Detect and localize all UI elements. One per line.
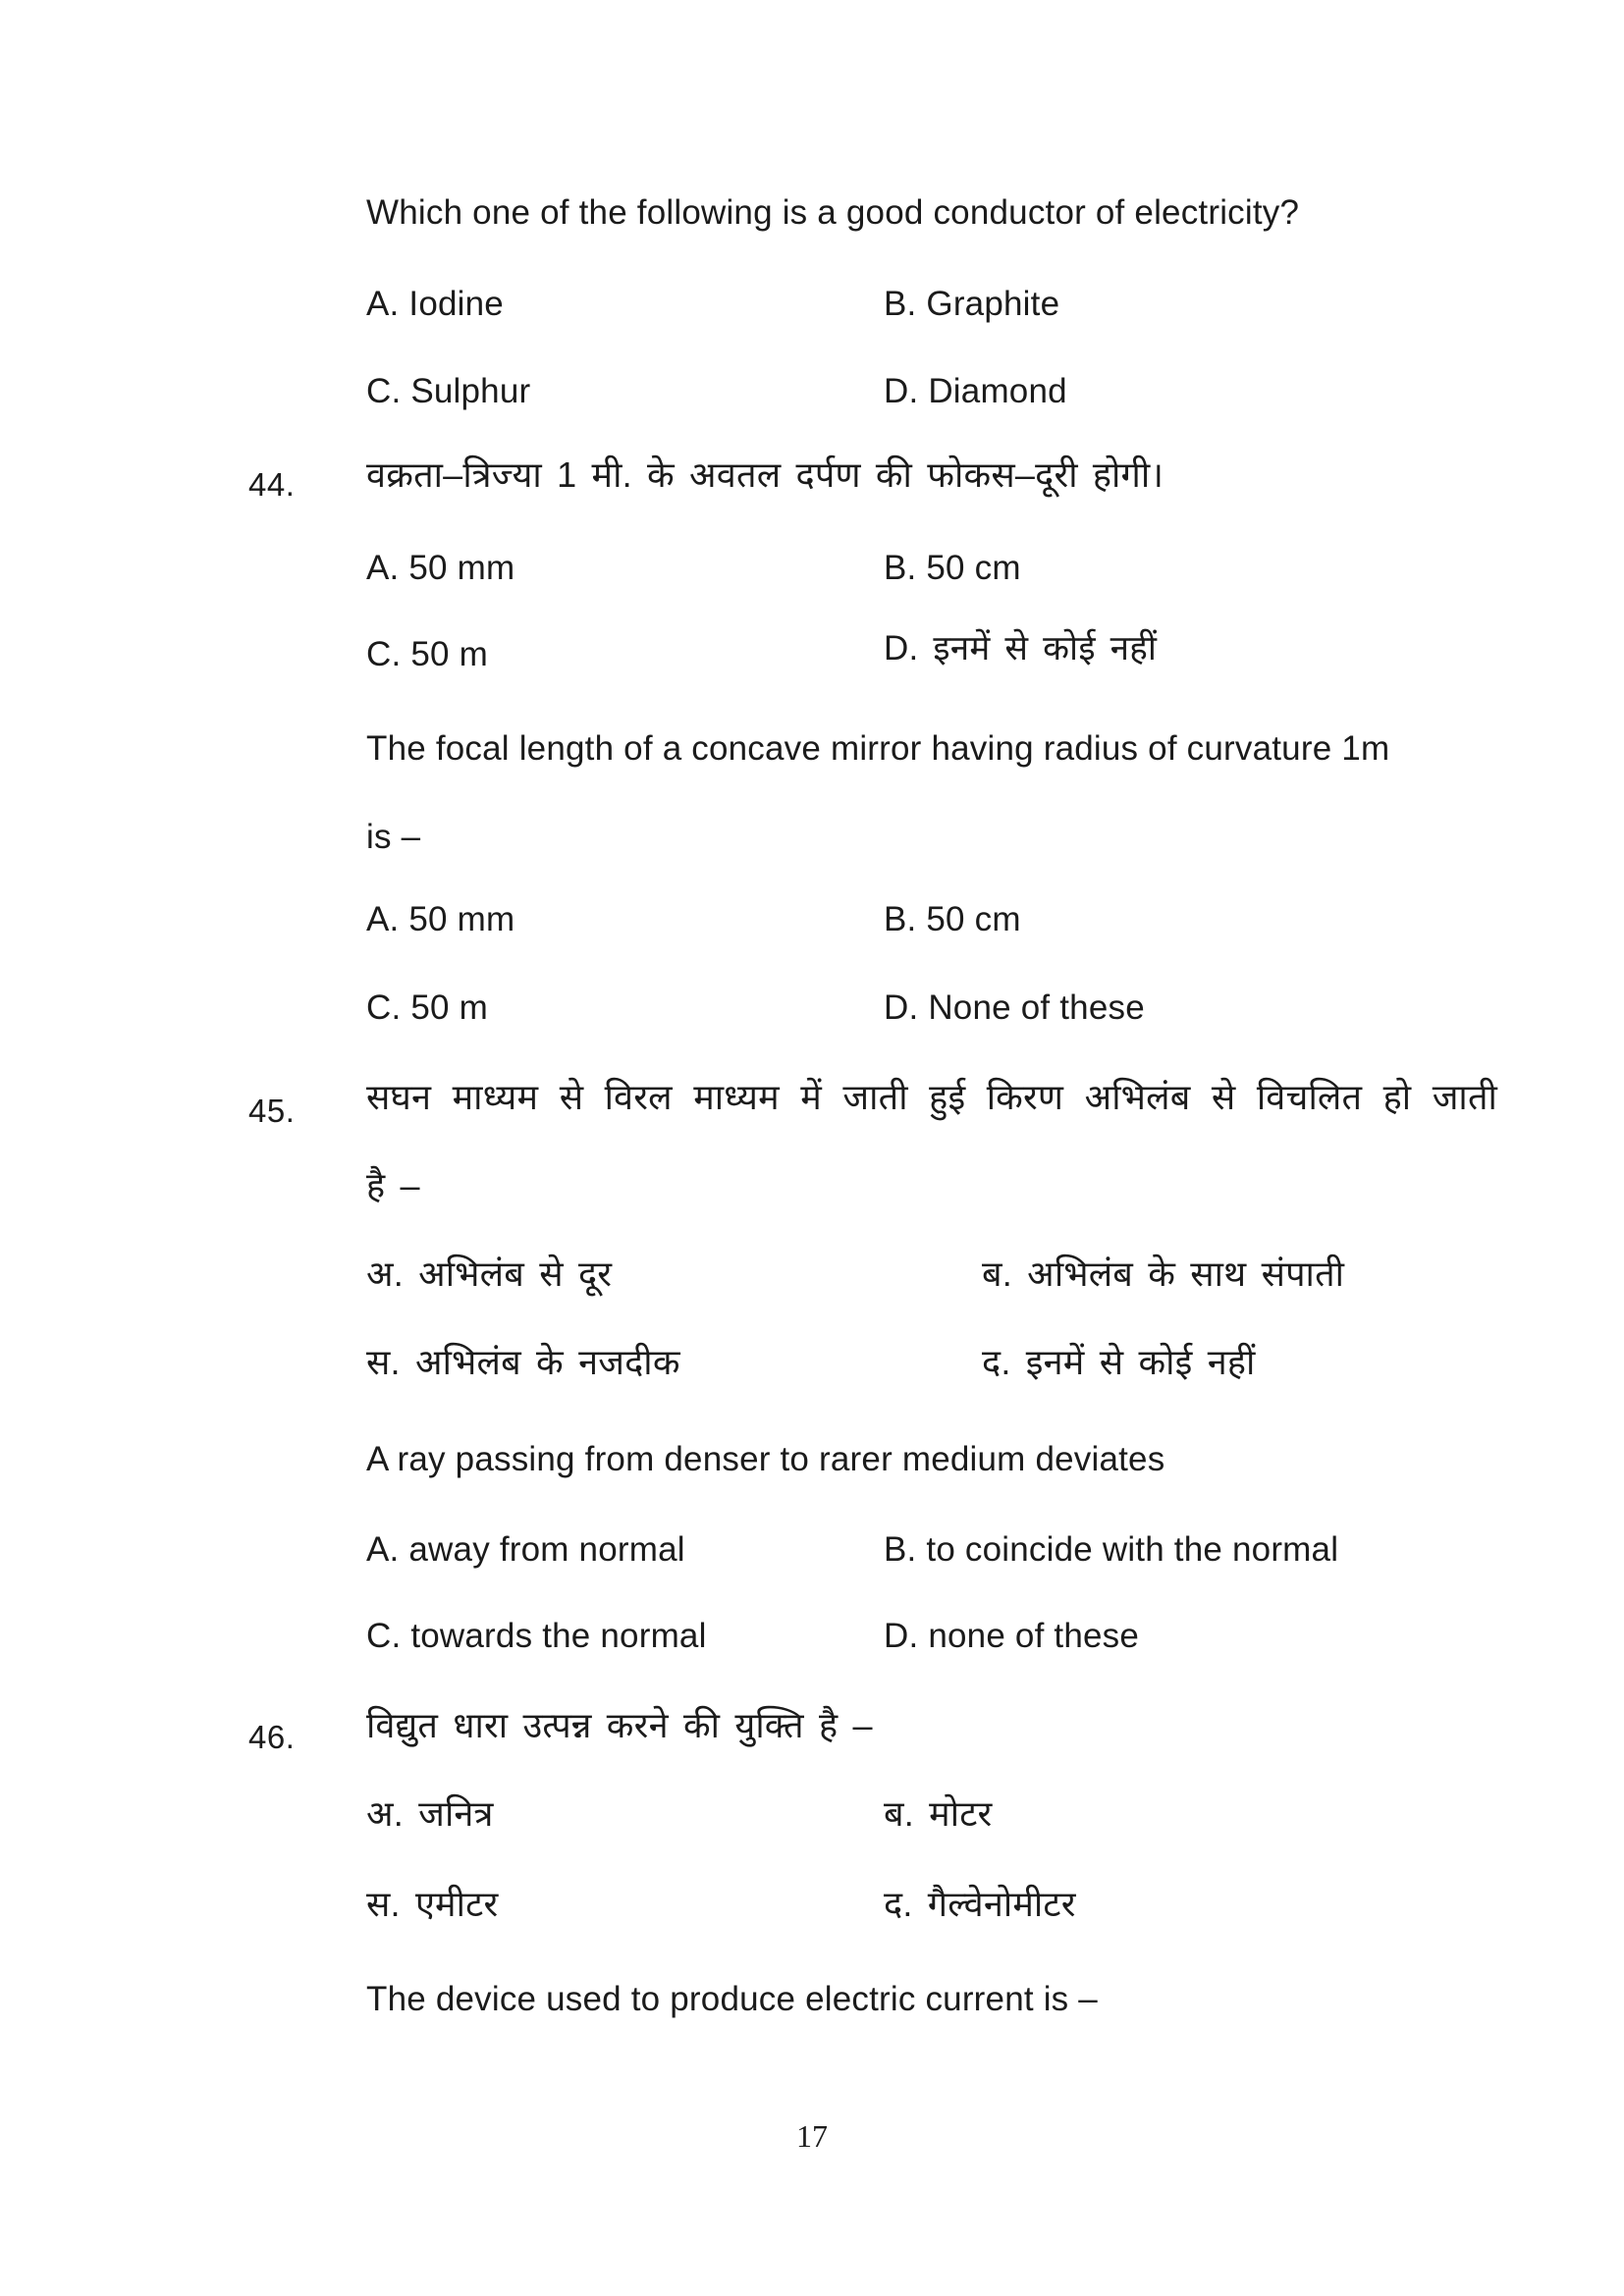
option-d: D. Diamond xyxy=(884,372,1067,410)
question-text-english: Which one of the following is a good conductor of electricity? xyxy=(366,193,1300,232)
option-b: ब. मोटर xyxy=(884,1793,993,1834)
option-a: अ. अभिलंब से दूर xyxy=(366,1254,613,1294)
option-d: द. इनमें से कोई नहीं xyxy=(982,1342,1256,1382)
question-number: 46. xyxy=(248,1719,296,1755)
option-c: C. towards the normal xyxy=(366,1617,707,1655)
question-text-english-cont: is – xyxy=(366,818,421,856)
option-b: ब. अभिलंब के साथ संपाती xyxy=(982,1254,1345,1294)
option-c: स. एमीटर xyxy=(366,1884,499,1924)
option-c: स. अभिलंब के नजदीक xyxy=(366,1342,680,1382)
question-text-english: A ray passing from denser to rarer medium deviates xyxy=(366,1440,1165,1478)
option-c: C. 50 m xyxy=(366,635,488,673)
option-d: D. None of these xyxy=(884,988,1145,1027)
option-b: B. to coincide with the normal xyxy=(884,1530,1339,1569)
option-c: C. 50 m xyxy=(366,988,488,1027)
option-b: B. 50 cm xyxy=(884,549,1021,587)
question-text-hindi: विद्युत धारा उत्पन्न करने की युक्ति है – xyxy=(366,1705,873,1745)
option-c: C. Sulphur xyxy=(366,372,531,410)
question-text-hindi-cont: है – xyxy=(366,1165,420,1205)
page-number: 17 xyxy=(796,2118,828,2154)
question-number: 45. xyxy=(248,1093,296,1129)
option-a: A. 50 mm xyxy=(366,549,515,587)
option-b: B. Graphite xyxy=(884,285,1060,323)
option-a: A. away from normal xyxy=(366,1530,685,1569)
question-text-english: The focal length of a concave mirror having radius of curvature 1m xyxy=(366,729,1390,768)
question-number: 44. xyxy=(248,466,296,503)
option-b: B. 50 cm xyxy=(884,900,1021,938)
option-d: D. इनमें से कोई नहीं xyxy=(884,629,1158,667)
option-a: A. Iodine xyxy=(366,285,504,323)
option-a: A. 50 mm xyxy=(366,900,515,938)
question-text-hindi: वक्रता–त्रिज्या 1 मी. के अवतल दर्पण की फोकस–दूरी होगी। xyxy=(366,454,1164,495)
option-a: अ. जनित्र xyxy=(366,1793,494,1834)
question-text-english: The device used to produce electric current is – xyxy=(366,1980,1098,2018)
option-d: D. none of these xyxy=(884,1617,1140,1655)
option-d: द. गैल्वेनोमीटर xyxy=(884,1884,1076,1924)
question-text-hindi: सघन माध्यम से विरल माध्यम में जाती हुई किरण अभिलंब से विचलित हो जाती xyxy=(366,1077,1497,1117)
